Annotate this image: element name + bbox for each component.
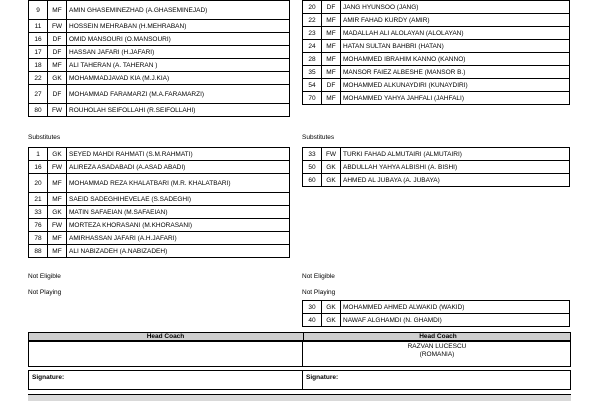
player-name: ABDULLAH YAHYA ALBISHI (A. BISHI) [341,161,570,174]
player-name: JANG HYUNSOO (JANG) [341,1,570,14]
player-number: 30 [303,301,322,314]
player-row [29,46,290,59]
player-number: 33 [303,148,322,161]
player-name: MOHAMMADJAVAD KIA (M.J.KIA) [67,72,290,85]
player-name: SAEID SADEGHIHEVELAE (S.SADEGHI) [67,193,290,206]
player-number: 88 [29,245,48,258]
player-row [303,66,570,79]
left-starting-table [28,0,290,117]
player-position: DF [48,33,67,46]
player-row [29,59,290,72]
player-name: MOHAMMED AHMED ALWAKID (WAKID) [341,301,570,314]
player-position: MF [48,193,67,206]
player-number: 16 [29,161,48,174]
player-number: 16 [29,33,48,46]
player-name: MADALLAH ALI ALOLAYAN (ALOLAYAN) [341,27,570,40]
player-number: 18 [29,59,48,72]
player-row [29,104,290,117]
player-number: 21 [29,193,48,206]
player-position: GK [322,314,341,327]
player-row [29,33,290,46]
player-number: 60 [303,174,322,187]
player-name: AMIR FAHAD KURDY (AMIR) [341,14,570,27]
player-row [303,301,570,314]
right-team-column [302,0,570,105]
player-number: 70 [303,92,322,105]
player-name: ROUHOLAH SEIFOLLAHI (R.SEIFOLLAHI) [67,104,290,117]
player-number: 20 [29,174,48,193]
player-row [303,1,570,14]
player-number: 40 [303,314,322,327]
head-coach-header [28,332,571,341]
right-head-coach-label: Head Coach [303,333,572,340]
player-position: DF [48,85,67,104]
left-substitutes-table [28,147,290,258]
player-number: 17 [29,46,48,59]
player-position: GK [322,174,341,187]
player-row [303,148,570,161]
player-name: ALIREZA ASADABADI (A.ASAD ABADI) [67,161,290,174]
player-position: GK [322,161,341,174]
player-row [29,245,290,258]
player-number: 20 [303,1,322,14]
player-position: FW [48,20,67,33]
left-substitutes-label: Substitutes [28,134,61,141]
right-coach-name [303,343,571,359]
player-name: OMID MANSOURI (O.MANSOURI) [67,33,290,46]
left-not-eligible-label: Not Eligible [28,273,61,280]
player-row [303,161,570,174]
player-number: 50 [303,161,322,174]
left-not-playing-label: Not Playing [28,289,62,296]
right-not-playing-label: Not Playing [302,289,336,296]
player-name: MOHAMMAD FARAMARZI (M.A.FARAMARZI) [67,85,290,104]
player-number: 54 [303,79,322,92]
right-substitutes-column [302,147,570,187]
player-name: AMIRHASSAN JAFARI (A.H.JAFARI) [67,232,290,245]
player-position: GK [48,72,67,85]
player-position: GK [322,301,341,314]
player-number: 22 [303,14,322,27]
player-row [29,1,290,20]
player-row [29,174,290,193]
right-substitutes-label: Substitutes [302,134,335,141]
player-name: AMIN GHASEMINEZHAD (A.GHASEMINEJAD) [67,1,290,20]
player-position: GK [48,148,67,161]
player-position: FW [322,148,341,161]
right-coach-country: (ROMANIA) [419,351,455,358]
player-position: MF [48,1,67,20]
player-row [29,20,290,33]
player-position: MF [322,92,341,105]
player-position: GK [48,206,67,219]
player-row [29,219,290,232]
head-coach-box [28,341,571,367]
player-row [303,314,570,327]
player-row [303,174,570,187]
player-row [303,79,570,92]
player-row [29,161,290,174]
player-name: HASSAN JAFARI (H.JAFARI) [67,46,290,59]
player-number: 27 [29,85,48,104]
player-name: MOHAMMED ALKUNAYDIRI (KUNAYDIRI) [341,79,570,92]
player-name: MOHAMMED IBRAHIM KANNO (KANNO) [341,53,570,66]
player-row [303,92,570,105]
player-row [29,72,290,85]
player-position: MF [322,14,341,27]
player-row [303,14,570,27]
player-row [29,148,290,161]
player-number: 24 [303,40,322,53]
player-row [303,40,570,53]
player-number: 35 [303,66,322,79]
left-head-coach-label: Head Coach [146,333,185,340]
player-number: 76 [29,219,48,232]
player-row [29,85,290,104]
player-position: MF [322,27,341,40]
player-name: ALI TAHERAN (A. TAHERAN ) [67,59,290,72]
player-number: 9 [29,1,48,20]
player-number: 1 [29,148,48,161]
player-name: MORTEZA KHORASANI (M.KHORASANI) [67,219,290,232]
player-position: DF [48,46,67,59]
signature-box [28,370,571,390]
right-not-playing-table [302,300,570,327]
player-number: 33 [29,206,48,219]
player-row [303,53,570,66]
right-starting-table [302,0,570,105]
player-name: HOSSEIN MEHRABAN (H.MEHRABAN) [67,20,290,33]
player-number: 22 [29,72,48,85]
right-substitutes-table [302,147,570,187]
player-name: MOHAMMED YAHYA JAHFALI (JAHFALI) [341,92,570,105]
player-number: 80 [29,104,48,117]
player-position: DF [322,79,341,92]
player-position: MF [48,59,67,72]
player-position: MF [48,245,67,258]
right-coach-name-text: RAZVAN LUCESCU [407,343,467,350]
player-row [29,232,290,245]
player-name: MATIN SAFAEIAN (M.SAFAEIAN) [67,206,290,219]
player-position: MF [48,174,67,193]
player-row [29,193,290,206]
player-name: MOHAMMAD REZA KHALATBARI (M.R. KHALATBARI) [67,174,290,193]
player-name: AHMED AL JUBAYA (A. JUBAYA) [341,174,570,187]
player-number: 28 [303,53,322,66]
player-number: 11 [29,20,48,33]
player-name: ALI NABIZADEH (A.NABIZADEH) [67,245,290,258]
player-position: FW [48,161,67,174]
player-position: MF [322,53,341,66]
left-signature-label: Signature: [32,374,65,381]
player-position: MF [48,232,67,245]
player-position: FW [48,219,67,232]
player-position: DF [322,1,341,14]
player-name: NAWAF ALGHAMDI (N. GHAMDI) [341,314,570,327]
player-row [303,27,570,40]
right-signature-label: Signature: [306,374,339,381]
right-not-eligible-label: Not Eligible [302,273,335,280]
signature-divider [302,371,303,389]
player-name: TURKI FAHAD ALMUTAIRI (ALMUTAIRI) [341,148,570,161]
player-number: 78 [29,232,48,245]
left-substitutes-column [28,147,290,258]
player-row [29,206,290,219]
player-number: 23 [303,27,322,40]
player-name: SEYED MAHDI RAHMATI (S.M.RAHMATI) [67,148,290,161]
player-position: FW [48,104,67,117]
player-position: MF [322,40,341,53]
player-position: MF [322,66,341,79]
right-not-playing-column [302,300,570,327]
player-name: MANSOR FAIEZ ALBESHE (MANSOR B.) [341,66,570,79]
player-name: HATAN SULTAN BAHBRI (HATAN) [341,40,570,53]
